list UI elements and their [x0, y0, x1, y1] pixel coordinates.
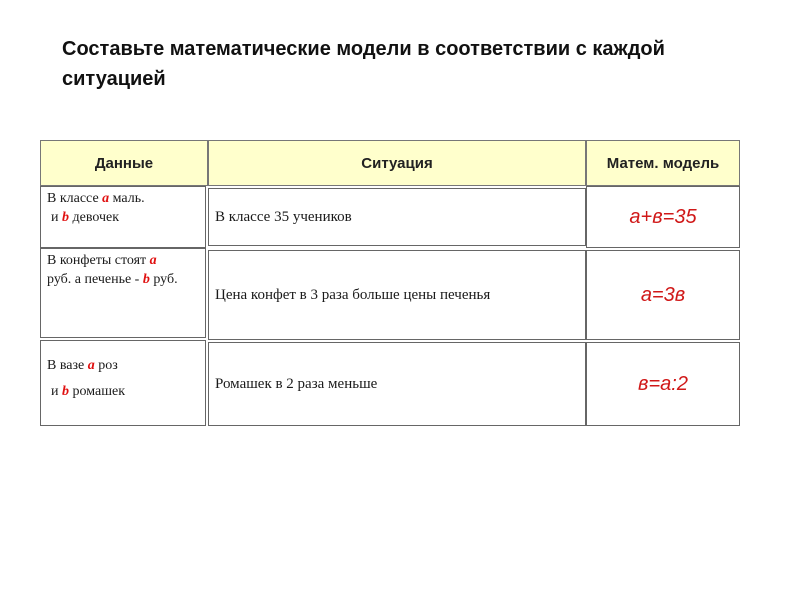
data-text: и: [51, 384, 62, 399]
data-text: В классе: [47, 191, 103, 206]
page-title: Составьте математические модели в соответствии с каждой ситуацией: [62, 38, 665, 90]
data-text: В конфеты стоят: [47, 253, 150, 268]
data-cell-1: [40, 186, 206, 248]
situation-cell-3: Ромашек в 2 раза меньше: [208, 342, 586, 426]
model-cell-2: а=3в: [586, 250, 740, 340]
variable-b: b: [142, 272, 150, 287]
model-cell-1: а+в=35: [586, 186, 740, 248]
variable-a: а: [87, 358, 95, 373]
data-text: и: [51, 210, 62, 225]
situation-cell-2: Цена конфет в 3 раза больше цены печенья: [208, 250, 586, 340]
header-situation: Ситуация: [208, 140, 586, 186]
data-text: В вазе: [47, 358, 88, 373]
data-cell-3: [40, 340, 206, 426]
variable-a: а: [149, 253, 157, 268]
data-cell-2: [40, 248, 206, 338]
variable-b: b: [62, 384, 69, 399]
data-text: маль.: [109, 191, 145, 206]
data-text: ромашек: [69, 384, 126, 399]
data-text: руб.: [149, 272, 178, 287]
header-model: Матем. модель: [586, 140, 740, 186]
situation-cell-1: В классе 35 учеников: [208, 188, 586, 246]
data-text: девочек: [69, 210, 120, 225]
data-text: руб. а печенье -: [47, 272, 143, 287]
model-cell-3: в=а:2: [586, 342, 740, 426]
variable-b: b: [62, 210, 69, 225]
header-data: Данные: [40, 140, 208, 186]
variable-a: а: [102, 191, 110, 206]
data-text: роз: [94, 358, 118, 373]
